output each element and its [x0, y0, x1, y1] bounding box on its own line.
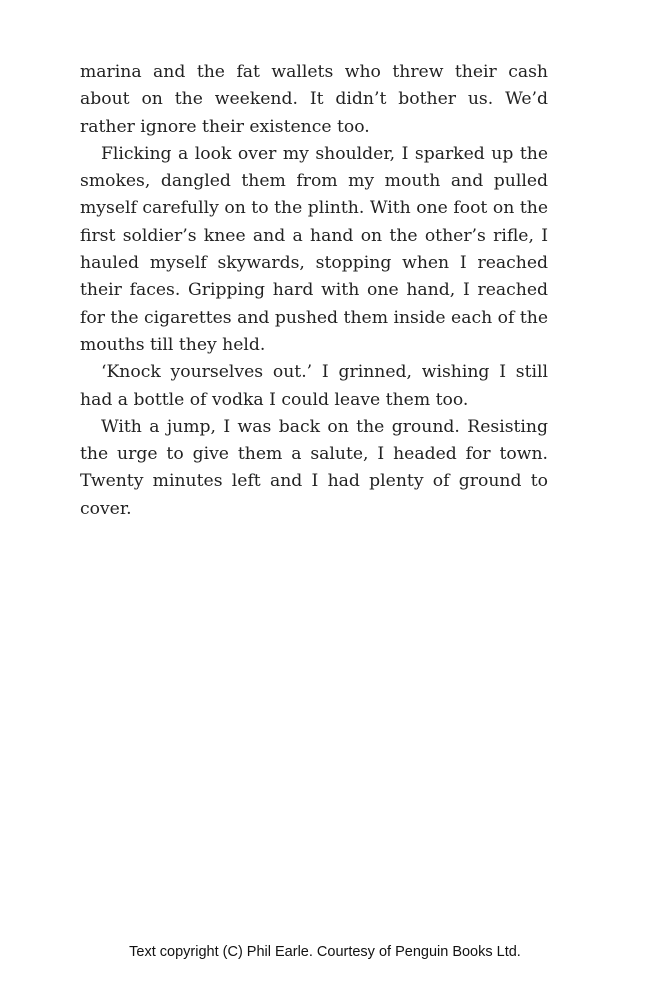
paragraph-plinth: Flicking a look over my shoulder, I sparked up the smokes, dangled them from my mouth and pulled myself carefully on to the plinth. With one foot on the first soldier’s knee and a hand on the other’s rifle, I hauled myself skywards, stopping when I reached their faces. Gripping hard with one hand, I reached for the cigarettes and pushed them inside each of the mouths till they held.	[80, 143, 548, 355]
paragraph-continuation: marina and the fat wallets who threw their cash about on the weekend. It didn’t bother us. We’d rather ignore their existence too.	[80, 62, 548, 137]
paragraph-dialogue: ‘Knock yourselves out.’ I grinned, wishing I still had a bottle of vodka I could leave them too.	[80, 362, 548, 410]
copyright-footer: Text copyright (C) Phil Earle. Courtesy of Penguin Books Ltd.	[129, 944, 521, 960]
paragraph-town: With a jump, I was back on the ground. Resisting the urge to give them a salute, I headed for town. Twenty minutes left and I had plenty of ground to cover.	[80, 416, 548, 519]
body-text	[80, 59, 548, 523]
